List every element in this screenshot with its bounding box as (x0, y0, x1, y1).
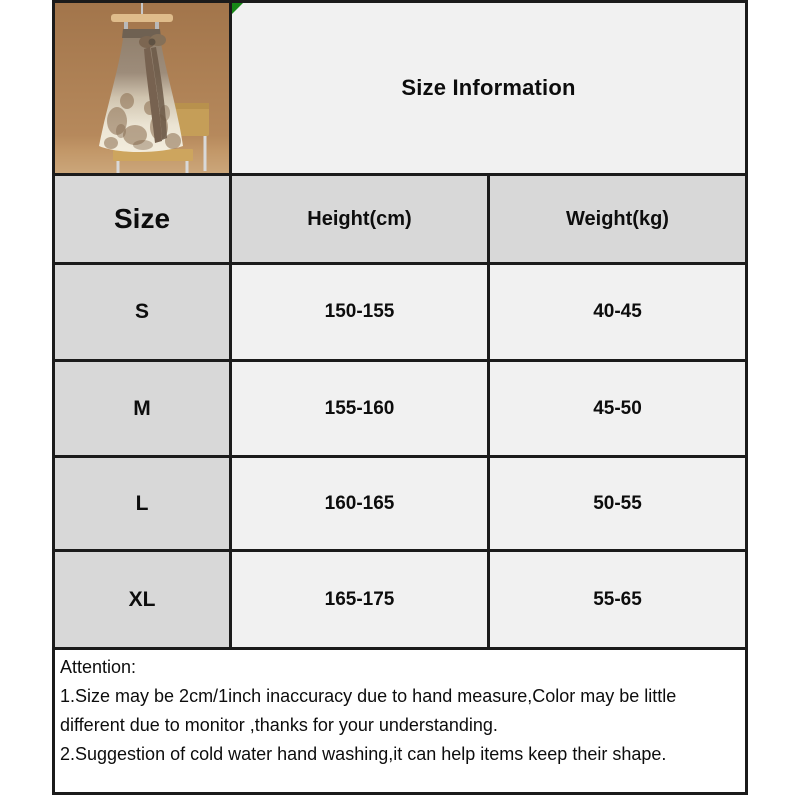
green-corner-marker-icon (232, 3, 243, 14)
row-m-size-label: M (55, 362, 229, 455)
col-header-weight: Weight(kg) (490, 176, 745, 262)
row-s-weight-cell: 40-45 (490, 265, 745, 359)
row-m-height-cell: 155-160 (232, 362, 487, 455)
row-s-height-cell: 150-155 (232, 265, 487, 359)
row-xl-size-label: XL (55, 552, 229, 647)
attention-note (55, 650, 745, 792)
row-l-weight-cell: 50-55 (490, 458, 745, 549)
attention-line-3: 2.Suggestion of cold water hand washing,it can help items keep their shape. (60, 744, 667, 764)
page-title: Size Information (401, 75, 576, 100)
product-photo (55, 3, 229, 173)
row-l-size-label: L (55, 458, 229, 549)
col-header-height: Height(cm) (232, 176, 487, 262)
size-chart-table (52, 0, 748, 795)
size-information-header-cell (232, 3, 745, 173)
attention-line-2: different due to monitor ,thanks for your understanding. (60, 715, 498, 735)
row-l-height-cell: 160-165 (232, 458, 487, 549)
row-xl-weight-cell: 55-65 (490, 552, 745, 647)
attention-line-1: 1.Size may be 2cm/1inch inaccuracy due to hand measure,Color may be little (60, 686, 677, 706)
col-header-size: Size (55, 176, 229, 262)
row-m-weight-cell: 45-50 (490, 362, 745, 455)
row-xl-height-cell: 165-175 (232, 552, 487, 647)
attention-heading: Attention: (60, 657, 137, 677)
row-s-size-label: S (55, 265, 229, 359)
skirt-photo-illustration (55, 3, 229, 173)
